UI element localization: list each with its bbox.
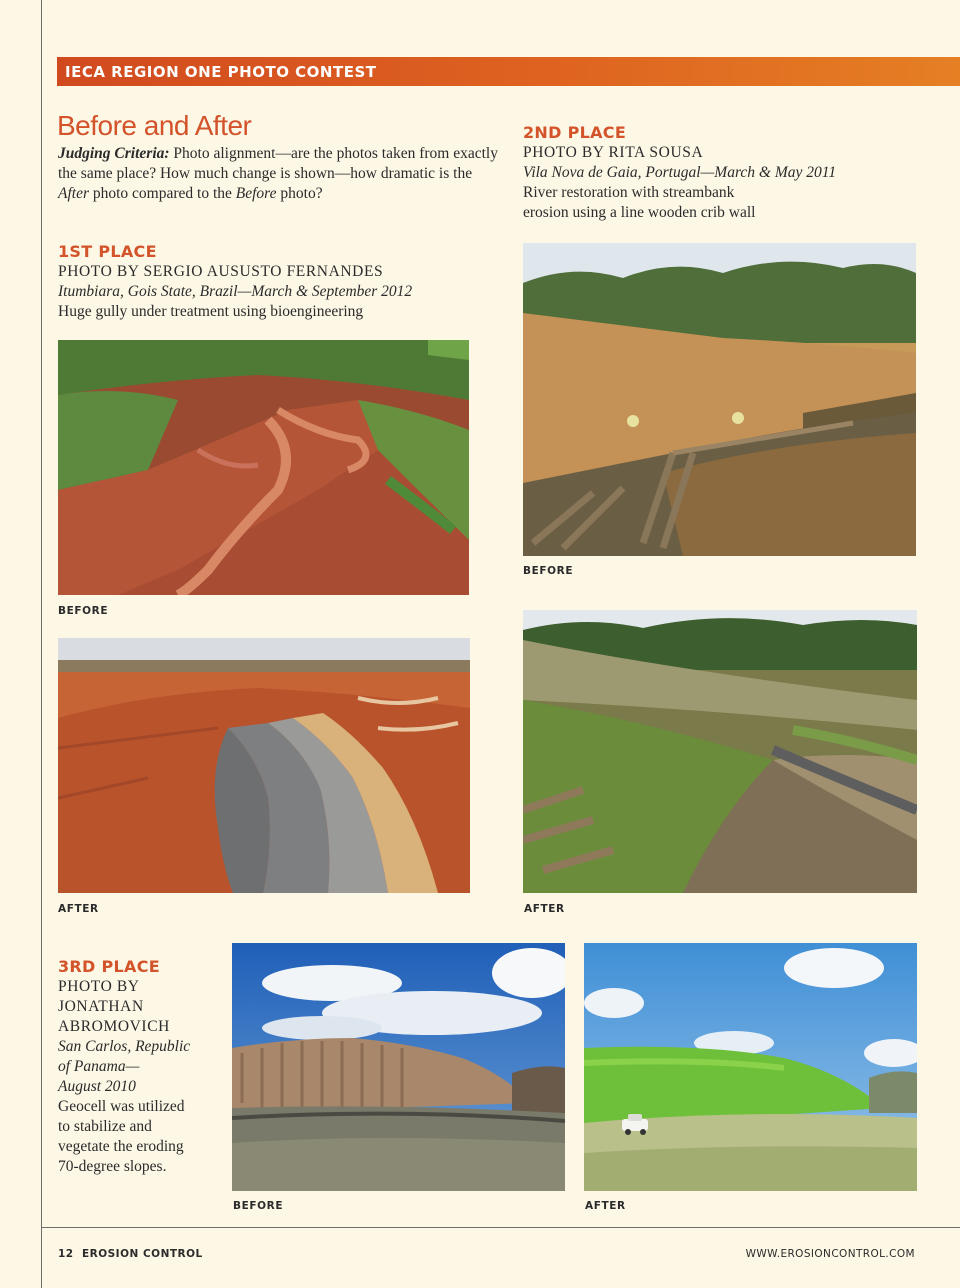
criteria-text: photo compared to the: [89, 185, 236, 202]
second-before-caption: BEFORE: [523, 565, 574, 577]
first-place-location: Itumbiara, Gois State, Brazil—March & September 2012: [58, 283, 413, 300]
second-place-description-line-2: erosion using a line wooden crib wall: [523, 204, 756, 221]
magazine-name: EROSION CONTROL: [81, 1248, 203, 1260]
criteria-text: photo?: [276, 185, 323, 202]
third-before-caption: BEFORE: [233, 1200, 284, 1212]
second-place-credit: PHOTO BY RITA SOUSA: [523, 144, 704, 161]
second-place-description-line-1: River restoration with streambank: [523, 184, 735, 201]
footer-website[interactable]: WWW.EROSIONCONTROL.COM: [745, 1248, 915, 1260]
first-place-description: Huge gully under treatment using bioengineering: [58, 303, 364, 320]
third-place-description-line-4: 70-degree slopes.: [58, 1158, 167, 1175]
second-after-caption: AFTER: [524, 903, 565, 915]
criteria-after-word: After: [58, 185, 89, 202]
left-margin-rule: [41, 0, 42, 1288]
third-place-credit-line-1: PHOTO BY: [58, 978, 140, 995]
page-number: 12: [58, 1248, 74, 1260]
second-place-location: Vila Nova de Gaia, Portugal—March & May 2011: [523, 164, 837, 181]
third-place-before-photo: [232, 943, 565, 1191]
criteria-label: Judging Criteria:: [58, 145, 170, 162]
third-place-location-line-1: San Carlos, Republic: [58, 1038, 191, 1055]
second-place-after-photo: [523, 610, 917, 893]
section-banner: [57, 57, 960, 86]
third-place-description-line-2: to stabilize and: [58, 1118, 152, 1135]
footer-rule: [41, 1227, 960, 1228]
first-place-heading: 1ST PLACE: [58, 242, 157, 261]
third-place-description-line-3: vegetate the eroding: [58, 1138, 184, 1155]
third-after-caption: AFTER: [585, 1200, 626, 1212]
page-title: Before and After: [57, 110, 252, 141]
third-place-location-line-3: August 2010: [58, 1078, 136, 1095]
third-place-heading: 3RD PLACE: [58, 957, 160, 976]
second-place-before-photo: [523, 243, 916, 556]
second-place-heading: 2ND PLACE: [523, 123, 627, 142]
criteria-before-word: Before: [235, 185, 277, 202]
footer-folio: [58, 1248, 203, 1260]
judging-criteria: [58, 144, 498, 204]
first-place-after-photo: [58, 638, 470, 893]
first-before-caption: BEFORE: [58, 605, 109, 617]
third-place-credit-line-3: ABROMOVICH: [58, 1018, 170, 1035]
first-place-credit: PHOTO BY SERGIO AUSUSTO FERNANDES: [58, 263, 384, 280]
third-place-after-photo: [584, 943, 917, 1191]
first-place-before-photo: [58, 340, 469, 595]
third-place-description-line-1: Geocell was utilized: [58, 1098, 185, 1115]
criteria-text: Photo alignment—are the photos taken from exactly the same place? How much change is shown—how dramatic is the: [58, 145, 498, 182]
third-place-location-line-2: of Panama—: [58, 1058, 140, 1075]
banner-title: IECA REGION ONE PHOTO CONTEST: [65, 63, 377, 81]
third-place-credit-line-2: JONATHAN: [58, 998, 144, 1015]
first-after-caption: AFTER: [58, 903, 99, 915]
